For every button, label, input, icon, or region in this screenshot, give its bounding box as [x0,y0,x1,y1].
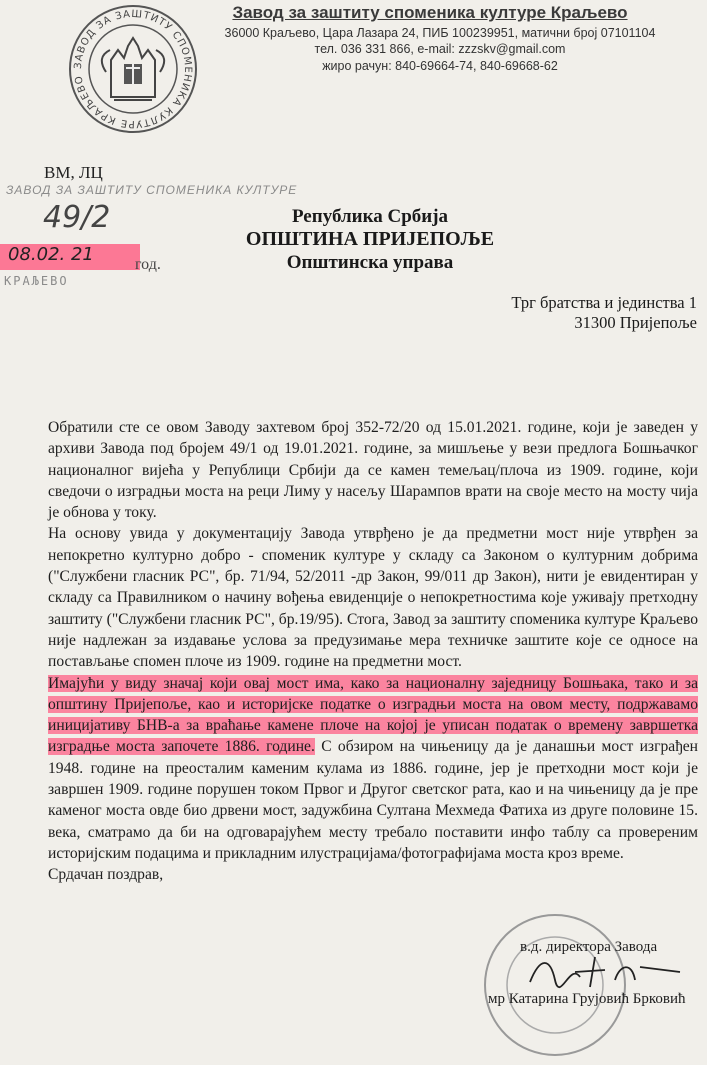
recipient-department: Општинска управа [286,252,454,273]
document-initials: ВМ, ЛЦ [44,163,103,182]
registration-year-suffix: год. [135,256,161,273]
institution-account: жиро рачун: 840-69664-74, 840-69668-62 [322,59,558,73]
institution-address: 36000 Краљево, Цара Лазара 24, ПИБ 100239951, матични број 07101104 [224,26,656,40]
letter-body [48,417,698,886]
paragraph-support-rest: С обзиром на чињеницу да је данашњи мост изграђен 1948. године на преосталим каменим кулама из 1886. године, јер је претходни мост који је завршен 1909. године порушен током Првог и Другог светског рата, као и на чињеницу да је пре каменог моста овде био дрвени мост, задужбина Султана Мехмеда Фатиха из друге половине 15. века, сматрамо да би на одговарајућем месту требало поставити инфо таблу са провереним историјским подацима и прикладним илустрацијама/фотографијама моста кроз време. [48,738,699,862]
signatory-name: мр Катарина Грујовић Брковић [488,991,686,1007]
registration-date: 08.02. 21 [8,244,94,265]
recipient-country: Република Србија [291,206,449,227]
registration-number: 49/2 [43,200,111,235]
registration-city: КРАЉЕВО [4,274,69,288]
institution-seal [66,2,200,136]
highlighted-support-text: Имајући у виду значај који овај мост има, како за националну заједницу Бошњака, тако и за општину Пријепоље, као и историјске податке о изградњи моста на овом месту, подржавамо иницијативу БНВ-а за враћање камене плоче на којој је уписан податак о времену завршетка изградње моста започете 1886. године. [48,674,698,756]
recipient-street: Трг братства и јединства 1 [511,293,697,312]
paragraph-findings: На основу увида у документацију Завода утврђено је да предметни мост није утврђен за непокретно културно добро - споменик културе у складу са Законом о културним добрима ("Службени гласник РС", бр. 71/94, 52/2011 -др Закон, 99/011 др Закон), нити је евидентиран у складу са Правилником о начину вођења евиденције о непокретностима које уживају претходну заштиту ("Службени гласник РС", бр.19/95). Стога, Завод за заштиту споменика културе Краљево није надлежан за издавање услова за предузимање мера техничке заштите које се односе на постављање спомен плоче из 1909. године на предметни мост. [48,525,698,671]
paragraph-request: Обратили сте се овом Заводу захтевом број 352-72/20 од 15.01.2021. године, који је заведен у архиви Завода под бројем 49/1 од 19.01.2021. године, за мишљење у вези предлога Бошњачког националног вијећа у Републици Србији да се камен темељац/плоча из 1909. године, који сведочи о изградњи моста на реци Лиму у насељу Шарампов врати на своје место на мосту чија је обнова у току. [48,419,698,522]
recipient-municipality: ОПШТИНА ПРИЈЕПОЉЕ [245,228,495,250]
signatory-title: в.д. директора Завода [520,939,658,955]
paragraph-support [48,673,698,865]
recipient-city: 31300 Пријепоље [574,313,697,332]
handwritten-signature [520,952,707,992]
registration-stamp-line: ЗАВОД ЗА ЗАШТИТУ СПОМЕНИКА КУЛТУРЕ [6,183,298,197]
seal-text: ЗАВОД ЗА ЗАШТИТУ СПОМЕНИКА КУЛТУРЕ КРАЉЕВО [72,8,194,130]
institution-contact: тел. 036 331 866, e-mail: zzzskv@gmail.com [314,42,566,56]
institution-name: Завод за заштиту споменика културе Краљево [232,3,628,22]
closing-greeting: Срдачан поздрав, [48,866,164,884]
